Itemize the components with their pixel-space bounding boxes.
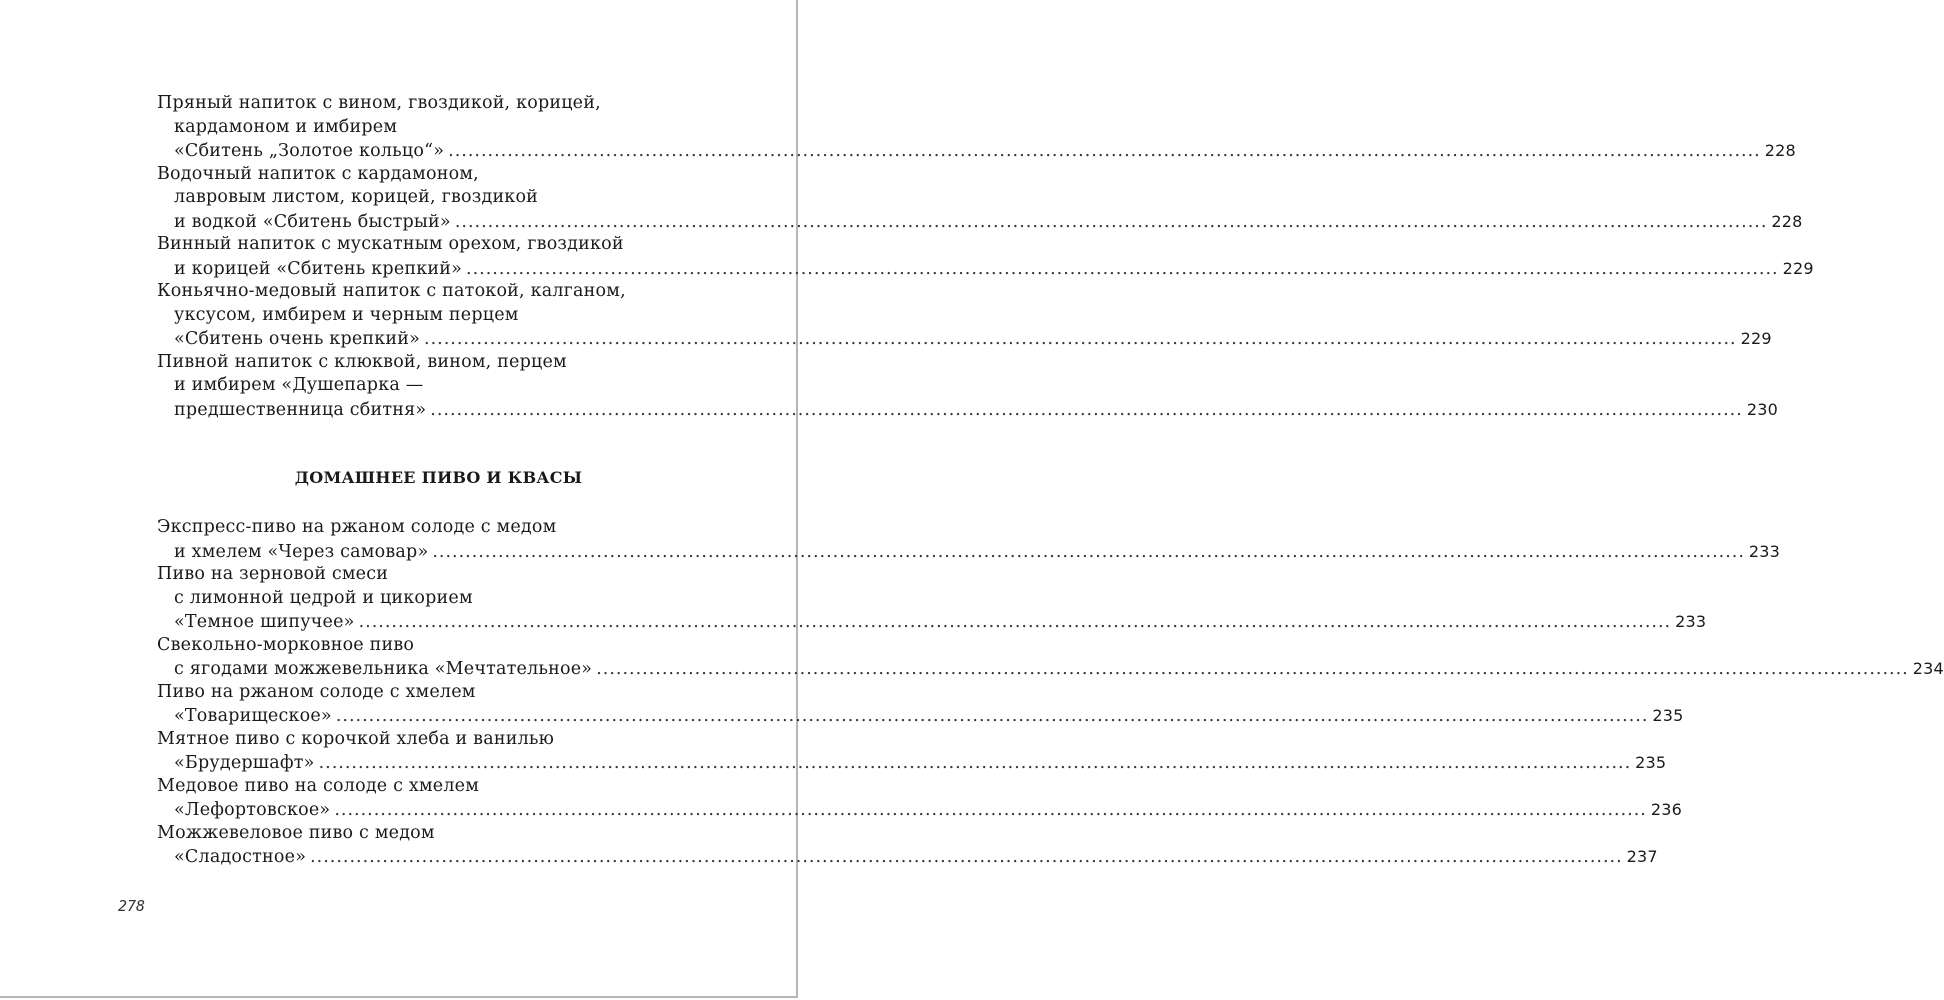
dot-leader: ........................................................................................................................................................................................................: [466, 258, 1779, 279]
toc-entry-title-end: предшественница сбитня»: [174, 399, 427, 420]
toc-entry-line: лавровым листом, корицей, гвоздикой: [174, 187, 539, 207]
toc-entry: [157, 163, 1803, 234]
toc-page-number: 236: [1650, 800, 1683, 819]
dot-leader: ........................................................................................................................................................................................................: [448, 141, 1761, 161]
toc-entry-title-end: «Лефортовское»: [174, 800, 331, 820]
toc-page-number: 229: [1782, 258, 1814, 278]
toc-entry: [157, 681, 1684, 728]
dot-leader: ........................................................................................................................................................................................................: [310, 847, 1623, 867]
toc-entry-title-end: и хмелем «Через самовар»: [174, 541, 429, 562]
toc-entry: [157, 516, 1781, 563]
toc-entry-title-end: «Темное шипучее»: [174, 612, 355, 632]
toc-entry-last-line: [157, 657, 1944, 681]
toc-entry-line: и имбирем «Душепарка —: [174, 375, 424, 395]
dot-leader: ........................................................................................................................................................................................................: [454, 211, 1768, 232]
toc-entry: [157, 563, 1707, 634]
toc-page-number: 229: [1740, 329, 1772, 348]
dot-leader: ........................................................................................................................................................................................................: [335, 706, 1649, 726]
toc-entry-line: Пряный напиток с вином, гвоздикой, корицей,: [157, 93, 601, 113]
toc-entry-title-end: и корицей «Сбитень крепкий»: [174, 258, 463, 279]
toc-entry-last-line: [157, 704, 1684, 728]
toc-entry-title-end: «Сладостное»: [174, 847, 307, 867]
toc-page-number: 234: [1912, 659, 1944, 678]
dot-leader: ........................................................................................................................................................................................................: [596, 659, 1909, 679]
toc-entry-last-line: [157, 210, 1803, 234]
toc-entry-last-line: [157, 798, 1683, 822]
toc-page-number: 228: [1771, 211, 1803, 231]
toc-entry-line: уксусом, имбирем и черным перцем: [174, 304, 519, 325]
toc-page-number: 233: [1675, 612, 1707, 631]
toc-page-number: 230: [1746, 399, 1778, 419]
toc-entry: [157, 280, 1772, 351]
toc-entry-line: Экспресс-пиво на ржаном солоде с медом: [157, 517, 557, 537]
toc-entry-title-end: «Товарищеское»: [174, 706, 332, 726]
toc-page-number: 228: [1764, 141, 1796, 160]
toc-entry: [157, 634, 1944, 681]
toc-entry-line: кардамоном и имбирем: [174, 116, 398, 137]
toc-page-number: 235: [1635, 753, 1667, 772]
toc-entry-title-end: и водкой «Сбитень быстрый»: [174, 211, 451, 232]
toc-entry-title-end: «Брудершафт»: [174, 753, 315, 773]
section-heading: ДОМАШНЕЕ ПИВО И КВАСЫ: [294, 468, 583, 487]
toc-entry: [157, 233, 1814, 280]
page-number: 278: [118, 897, 146, 915]
toc-entry: [157, 822, 1658, 869]
dot-leader: ........................................................................................................................................................................................................: [318, 753, 1632, 773]
toc-page-number: 233: [1748, 541, 1781, 561]
toc-entry-last-line: [157, 751, 1667, 775]
toc-entry-title-end: с ягодами можжевельника «Мечтательное»: [174, 659, 593, 679]
toc-entry-last-line: [157, 139, 1796, 163]
toc-entry: [157, 728, 1667, 775]
toc-entry-last-line: [157, 610, 1707, 634]
toc-entry-last-line: [157, 845, 1658, 869]
toc-entry-last-line: [157, 540, 1781, 564]
toc-entry-line: Водочный напиток с кардамоном,: [157, 163, 479, 184]
dot-leader: ........................................................................................................................................................................................................: [432, 541, 1745, 562]
toc-entry-last-line: [157, 257, 1814, 281]
toc-entry-line: с лимонной цедрой и цикорием: [174, 587, 473, 608]
toc-entry-title-end: «Сбитень очень крепкий»: [174, 329, 421, 349]
dot-leader: ........................................................................................................................................................................................................: [424, 329, 1737, 349]
toc-entry-line: Можжевеловое пиво с медом: [157, 822, 435, 843]
toc-section-beer-kvass: [157, 516, 1944, 869]
toc-entry: [157, 775, 1683, 822]
toc-entry: [157, 92, 1796, 163]
dot-leader: ........................................................................................................................................................................................................: [430, 399, 1743, 420]
toc-entry-line: Пиво на ржаном солоде с хмелем: [157, 681, 476, 702]
toc-entry-last-line: [157, 398, 1778, 422]
toc-entry-title-end: «Сбитень „Золотое кольцо“»: [174, 141, 445, 161]
dot-leader: ........................................................................................................................................................................................................: [358, 612, 1672, 632]
dot-leader: ........................................................................................................................................................................................................: [334, 800, 1647, 820]
toc-page-number: 235: [1652, 706, 1684, 725]
toc-entry-line: Коньячно-медовый напиток с патокой, калганом,: [157, 281, 626, 301]
toc-entry-line: Свекольно-морковное пиво: [157, 634, 415, 655]
toc-entry-line: Пиво на зерновой смеси: [157, 564, 389, 584]
toc-entry-last-line: [157, 327, 1772, 351]
toc-entry-line: Медовое пиво на солоде с хмелем: [157, 775, 480, 796]
toc-page-number: 237: [1626, 847, 1658, 866]
toc-entry-line: Винный напиток с мускатным орехом, гвоздикой: [157, 234, 624, 254]
toc-entry-line: Пивной напиток с клюквой, вином, перцем: [157, 351, 567, 372]
toc-entry-line: Мятное пиво с корочкой хлеба и ванилью: [157, 728, 555, 749]
toc-section-drinks: [157, 92, 1814, 421]
toc-entry: [157, 351, 1778, 422]
